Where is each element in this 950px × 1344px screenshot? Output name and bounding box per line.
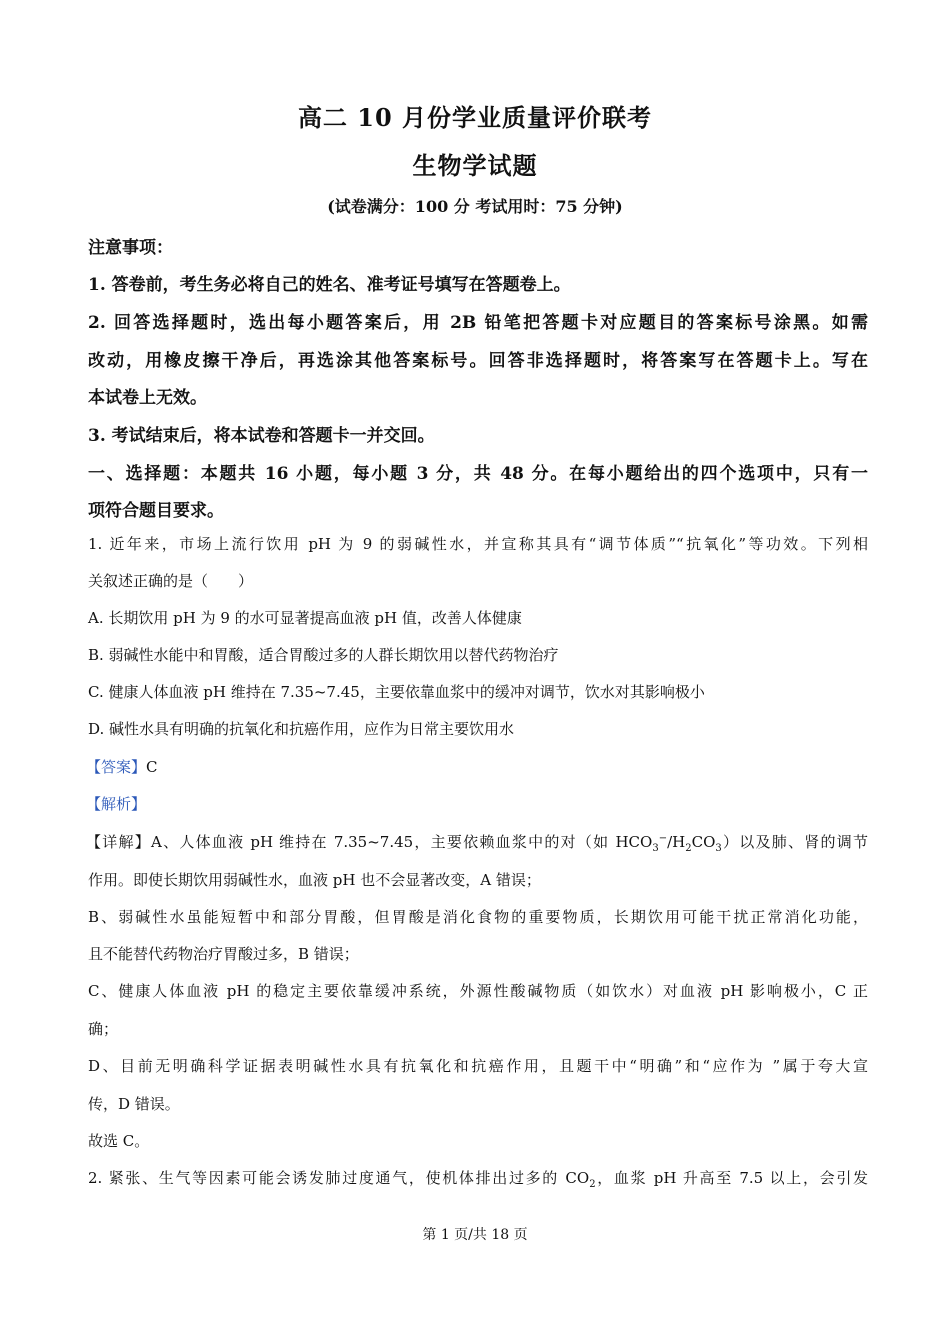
- question-stem: 1. 近年来，市场上流行饮用 pH 为 9 的弱碱性水，并宣称其具有“调节体质”“抗氧化”等功效。下列相: [88, 535, 868, 553]
- note-line: 1. 答卷前，考生务必将自己的姓名、准考证号填写在答题卷上。: [88, 275, 571, 295]
- note-line: 2. 回答选择题时，选出每小题答案后，用 2B 铅笔把答题卡对应题目的答案标号涂黑。如需: [88, 313, 868, 333]
- exam-info: (试卷满分：100 分 考试用时：75 分钟): [327, 197, 623, 216]
- answer-line: [86, 756, 866, 777]
- option-d: D. 碱性水具有明确的抗氧化和抗癌作用，应作为日常主要饮用水: [88, 720, 515, 738]
- notes-heading: 注意事项：: [88, 238, 173, 258]
- answer-label: 【答案】: [86, 758, 147, 776]
- detail-line: D、目前无明确科学证据表明碱性水具有抗氧化和抗癌作用，且题干中“明确”和“应作为 ”属于夸大宣: [88, 1057, 868, 1075]
- subject-title: 生物学试题: [412, 151, 538, 180]
- exam-title: 高二 10 月份学业质量评价联考: [297, 103, 653, 132]
- detail-line: C、健康人体血液 pH 的稳定主要依靠缓冲系统，外源性酸碱物质（如饮水）对血液 pH 影响极小，C 正: [88, 982, 868, 1000]
- question-stem: 关叙述正确的是（ ）: [88, 572, 254, 590]
- question-stem: 2. 紧张、生气等因素可能会诱发肺过度通气，使机体排出过多的 $CO_2$，血浆 pH 升高至 7.5 以上，会引发: [88, 1169, 868, 1190]
- section-heading: 一、选择题：本题共 16 小题，每小题 3 分，共 48 分。在每小题给出的四个选项中，只有一: [88, 464, 868, 484]
- note-line: 改动，用橡皮擦干净后，再选涂其他答案标号。回答非选择题时，将答案写在答题卡上。写在: [88, 351, 868, 371]
- detail-line: 作用。即使长期饮用弱碱性水，血液 pH 也不会显著改变，A 错误；: [88, 871, 541, 889]
- analysis-label: 【解析】: [86, 795, 147, 813]
- option-b: B. 弱碱性水能中和胃酸，适合胃酸过多的人群长期饮用以替代药物治疗: [88, 646, 559, 664]
- detail-line: B、弱碱性水虽能短暂中和部分胃酸，但胃酸是消化食物的重要物质，长期饮用可能干扰正常消化功能，: [88, 908, 868, 926]
- note-line: 本试卷上无效。: [88, 388, 207, 408]
- option-a: A. 长期饮用 pH 为 9 的水可显著提高血液 pH 值，改善人体健康: [88, 609, 522, 627]
- detail-line: 【详解】A、人体血液 pH 维持在 7.35~7.45，主要依赖血浆中的对（如 $HCO_3^-/H_2CO_3$）以及肺、肾的调节: [86, 833, 868, 854]
- detail-line: 且不能替代药物治疗胃酸过多，B 错误；: [88, 945, 359, 963]
- note-line: 3. 考试结束后，将本试卷和答题卡一并交回。: [88, 426, 435, 446]
- section-heading: 项符合题目要求。: [88, 501, 224, 521]
- detail-line: 传，D 错误。: [88, 1095, 180, 1113]
- answer-value: C: [146, 758, 158, 776]
- conclusion: 故选 C。: [88, 1132, 150, 1150]
- option-c: C. 健康人体血液 pH 维持在 7.35~7.45，主要依靠血浆中的缓冲对调节，饮水对其影响极小: [88, 683, 705, 701]
- detail-line: 确；: [88, 1020, 119, 1038]
- page-number: 第 1 页/共 18 页: [422, 1227, 528, 1243]
